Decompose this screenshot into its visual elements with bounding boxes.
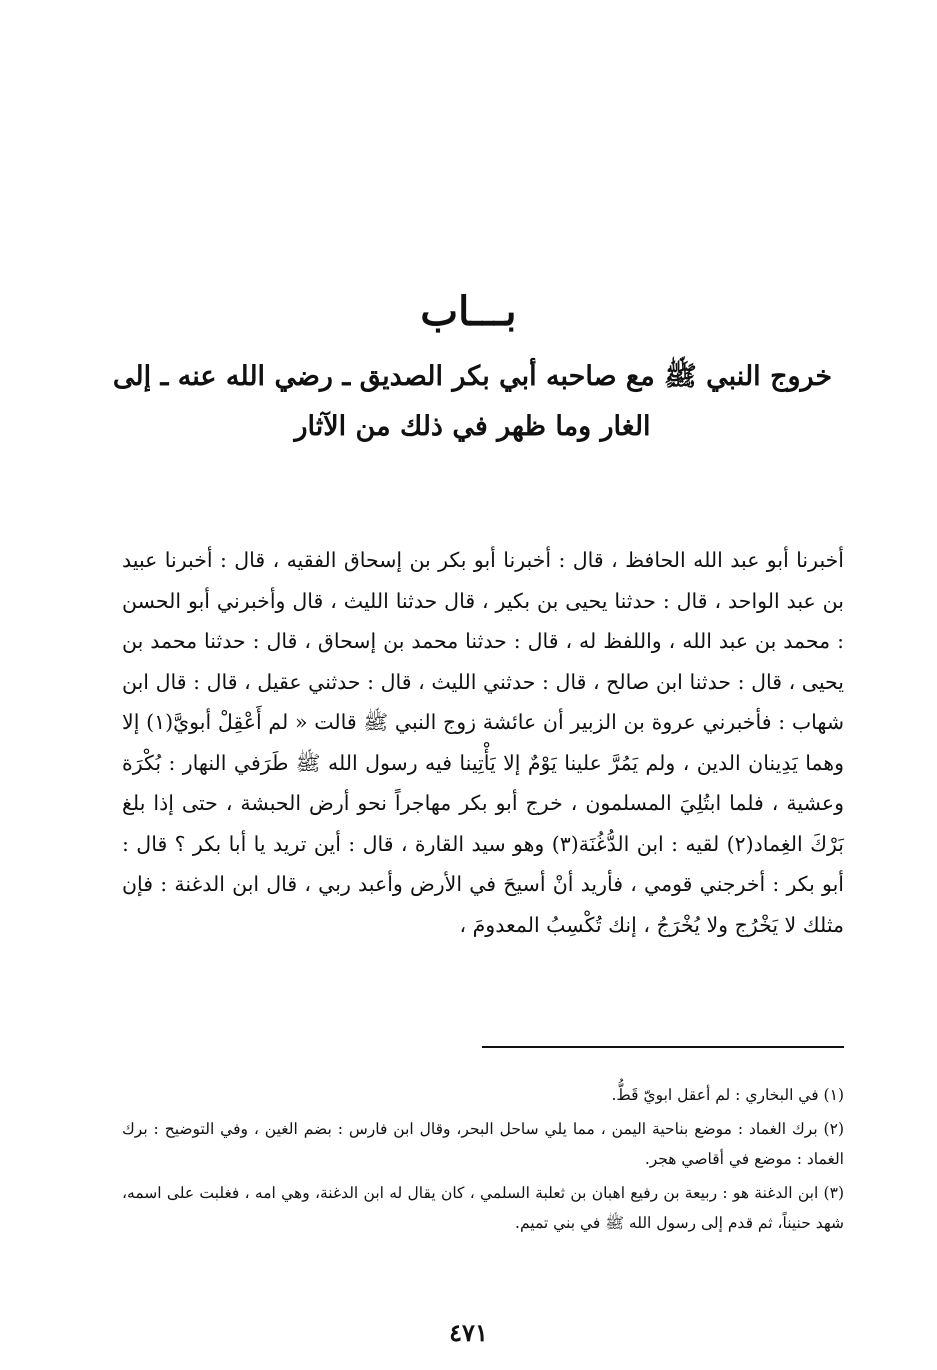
footnotes [122, 1080, 844, 1242]
footnote-3: (٣) ابن الدغنة هو : ربيعة بن رفيع اهبان بن ثعلبة السلمي ، كان يقال له ابن الدغنة، وهي امه ، فغلبت على اسمه، شهد حنيناً، ثم قدم إلى رسول الله ﷺ في بني تميم. [122, 1184, 844, 1232]
footnote-2: (٢) برك الغماد : موضع بناحية اليمن ، مما يلي ساحل البحر، وقال ابن فارس : بضم الغين ، وفي التوضيح : برك الغماد : موضع في أقاصي هجر. [122, 1120, 844, 1168]
footnote-1: (١) في البخاري : لم أعقل ابويّ قَطُّ. [611, 1086, 844, 1104]
chapter-title: خروج النبي ﷺ مع صاحبه أبي بكر الصديق ـ رضي الله عنه ـ إلى الغار وما ظهر في ذلك من الآثار [112, 361, 833, 442]
body-text: أخبرنا أبو عبد الله الحافظ ، قال : أخبرنا أبو بكر بن إسحاق الفقيه ، قال : أخبرنا عبيد بن عبد الواحد ، قال : حدثنا يحيى بن بكير ، قال حدثنا الليث ، قال وأخبرني أبو الحسن : محمد بن عبد الله ، واللفظ له ، قال : حدثنا محمد بن إسحاق ، قال : حدثنا محمد بن يحيى ، قال : حدثنا ابن صالح ، قال : حدثني الليث ، قال : حدثني عقيل ، قال : قال ابن شهاب : فأخبرني عروة بن الزبير أن عائشة زوج النبي ﷺ قالت « لم أَعْقِلْ أبويَّ(١) إلا وهما يَدِينان الدين ، ولم يَمُرَّ علينا يَوْمٌ إلا يَأْتِينا فيه رسول الله ﷺ طَرَفي النهار : بُكْرَة وعشية ، فلما ابتُلِيَ المسلمون ، خرج أبو بكر مهاجراً نحو أرض الحبشة ، حتى إذا بلغ بَرْكَ الغِماد(٢) لقيه : ابن الدُّغُنَة(٣) وهو سيد القارة ، قال : أين تريد يا أبا بكر ؟ قال : أبو بكر : أخرجني قومي ، فأريد أنْ أسيحَ في الأرض وأعبد ربي ، قال ابن الدغنة : فإن مثلك لا يَخْرُج ولا يُخْرَجُ ، إنك تُكْسِبُ المعدومَ ، [122, 548, 844, 937]
chapter-label: بـــاب [420, 288, 517, 335]
footnote-divider [482, 1046, 844, 1048]
page-number: ٤٧١ [449, 1318, 488, 1347]
